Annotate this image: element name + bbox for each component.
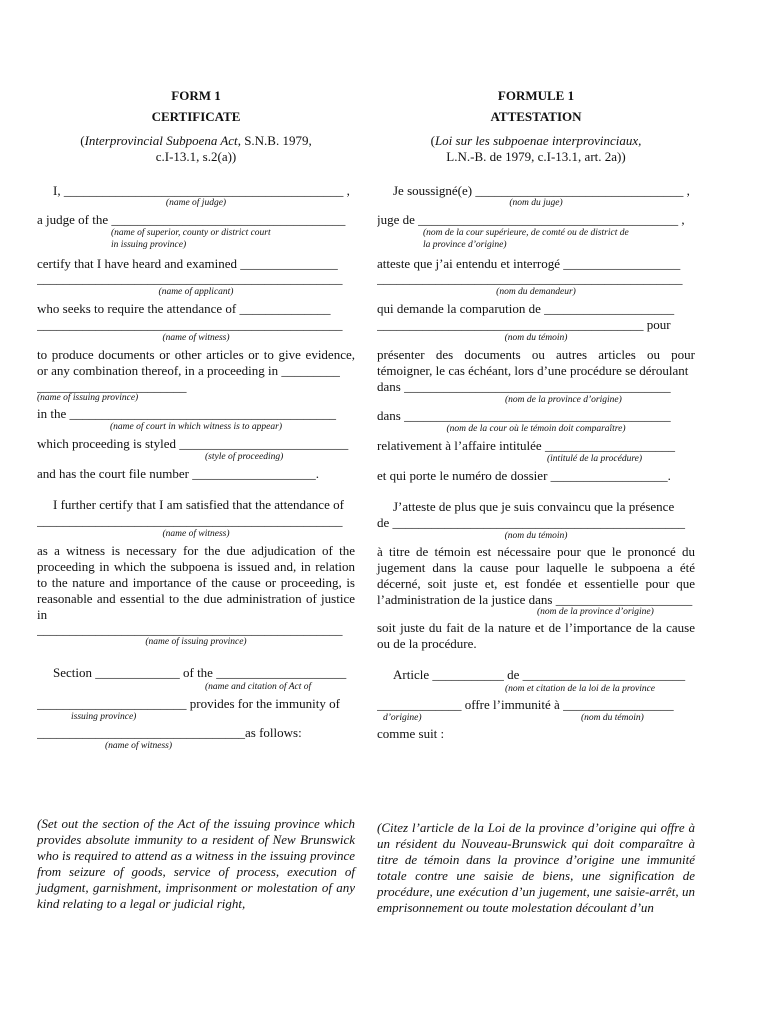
witness-caption-3: (name of witness) bbox=[105, 741, 173, 751]
file-number-line: and has the court file number ___________________. bbox=[37, 466, 319, 481]
temoin-caption-1: (nom du témoin) bbox=[504, 333, 568, 343]
juge-de-line: juge de ________________________________________ , bbox=[377, 212, 685, 227]
styled-line: which proceeding is styled __________________________ bbox=[37, 436, 349, 451]
loi-caption: (nom et citation de la loi de la province bbox=[505, 684, 656, 694]
loi-name: Loi sur les subpoenae interprovinciaux, bbox=[434, 133, 642, 148]
act-citation: (Interprovincial Subpoena Act, S.N.B. 1979, bbox=[80, 133, 312, 148]
provides-line: _______________________ provides for the immunity of bbox=[37, 696, 340, 711]
act-citation-line2: c.I-13.1, s.2(a)) bbox=[155, 149, 237, 164]
applicant-blank: _______________________________________________ bbox=[37, 271, 343, 286]
witness-blank-2: _______________________________________________ bbox=[37, 513, 343, 528]
set-out-instruction: (Set out the section of the Act of the issuing province which provides absolute immunity to a resident of New Brunswick who is required to attend as a witness in the issuing province from seizure of goods, service of process, execution of judgment, garnishment, imprisonment or molestation of any kind relating to a legal or judicial right, bbox=[37, 816, 355, 911]
witness-caption-2: (name of witness) bbox=[162, 529, 230, 539]
cour-temoin-caption: (nom de la cour où le témoin doit comparaître) bbox=[446, 424, 626, 434]
dans-line-1: dans _________________________________________ bbox=[377, 379, 671, 394]
judge-of-line: a judge of the ____________________________________ bbox=[37, 212, 346, 227]
issuing-province-caption-3: issuing province) bbox=[71, 712, 137, 722]
style-caption: (style of proceeding) bbox=[205, 452, 284, 462]
soit-paragraph: soit juste du fait de la nature et de l’importance de la cause ou de la procédure. bbox=[377, 620, 695, 651]
dans-line-2: dans _________________________________________ bbox=[377, 408, 671, 423]
certify-line: certify that I have heard and examined _______________ bbox=[37, 256, 338, 271]
article-line: Article ___________ de _________________________ bbox=[393, 667, 686, 682]
cour-caption-2: la province d’origine) bbox=[423, 240, 507, 250]
witness-blank-1: _______________________________________________ bbox=[37, 317, 343, 332]
court-caption-1: (name of superior, county or district court bbox=[111, 228, 271, 238]
admin-blank: _____________________ bbox=[555, 592, 693, 607]
act-citation-rest: , S.N.B. 1979, bbox=[237, 133, 312, 148]
loi-citation-line2: L.N.-B. de 1979, c.I-13.1, art. 2a)) bbox=[446, 149, 626, 164]
necessary-paragraph: as a witness is necessary for the due adjudication of the proceeding in which the subpoena is issued and, in relation to the nature and importance of the cause or proceeding, is reasonable and essential to the due administration of justice in bbox=[37, 543, 355, 622]
temoin-caption-2: (nom du témoin) bbox=[504, 531, 568, 541]
produce-paragraph: to produce documents or other articles or to give evidence, or any combination thereof, in a proceeding in _________ bbox=[37, 347, 355, 378]
soussigne-line: Je soussigné(e) ________________________________ , bbox=[393, 183, 690, 198]
form-heading: CERTIFICATE bbox=[151, 109, 241, 124]
temoin-caption-3: (nom du témoin) bbox=[581, 713, 644, 723]
attendance-line: who seeks to require the attendance of ______________ bbox=[37, 301, 331, 316]
offre-line: _____________ offre l’immunité à _________________ bbox=[377, 697, 674, 712]
origine-caption: d’origine) bbox=[383, 713, 422, 723]
province-caption-2: (nom de la province d’origine) bbox=[537, 607, 654, 617]
demandeur-caption: (nom du demandeur) bbox=[496, 287, 576, 297]
witness-caption-1: (name of witness) bbox=[162, 333, 230, 343]
section-line: Section _____________ of the ____________________ bbox=[53, 665, 347, 680]
presenter-paragraph: présenter des documents ou autres articles ou pour témoigner, le cas échéant, lors d’une procédure se déroulant bbox=[377, 347, 695, 378]
issuing-province-blank-2: _______________________________________________ bbox=[37, 622, 343, 637]
issuing-province-caption-1: (name of issuing province) bbox=[37, 393, 139, 403]
judge-caption: (name of judge) bbox=[165, 198, 227, 208]
act-name: Interprovincial Subpoena Act bbox=[84, 133, 238, 148]
further-certify-line: I further certify that I am satisfied that the attendance of bbox=[53, 497, 344, 512]
de-temoin-line: de _____________________________________________ bbox=[377, 515, 686, 530]
titre-paragraph bbox=[377, 544, 695, 608]
pour-line: _________________________________________ pour bbox=[377, 317, 671, 332]
loi-citation: (Loi sur les subpoenae interprovinciaux, bbox=[430, 133, 642, 148]
relativement-line: relativement à l’affaire intitulée ____________________ bbox=[377, 438, 675, 453]
formule-number: FORMULE 1 bbox=[497, 88, 575, 103]
comme-suit-line: comme suit : bbox=[377, 726, 445, 741]
dossier-line: et qui porte le numéro de dossier __________________. bbox=[377, 468, 671, 483]
citez-instruction: (Citez l’article de la Loi de la province d’origine qui offre à un résident du Nouveau-Brunswick qui doit comparaître à titre de témoin dans la province d’origine une immunité totale contre une saisie de biens, une signification de procédure, une exécution d’un jugement, une saisie-arrêt, un emprisonnement ou toute molestation découlant d’un bbox=[377, 820, 695, 915]
jatteste-line: J’atteste de plus que je suis convaincu que la présence bbox=[393, 499, 675, 514]
comparution-line: qui demande la comparution de ____________________ bbox=[377, 301, 675, 316]
juge-caption: (nom du juge) bbox=[509, 198, 563, 208]
formule-heading: ATTESTATION bbox=[490, 109, 582, 124]
intitule-caption: (intitulé de la procédure) bbox=[547, 454, 643, 464]
form-number: FORM 1 bbox=[171, 88, 221, 103]
court-caption-2: in issuing province) bbox=[111, 240, 187, 250]
follows-line: ________________________________as follows: bbox=[37, 725, 302, 740]
in-the-line: in the _________________________________________ bbox=[37, 406, 336, 421]
province-caption-1: (nom de la province d’origine) bbox=[505, 395, 622, 405]
atteste-line: atteste que j’ai entendu et interrogé __________________ bbox=[377, 256, 681, 271]
issuing-province-caption-2: (name of issuing province) bbox=[145, 637, 247, 647]
judge-name-line: I, ___________________________________________ , bbox=[53, 183, 350, 198]
demandeur-blank: _______________________________________________ bbox=[377, 271, 683, 286]
court-attend-caption: (name of court in which witness is to appear) bbox=[109, 422, 283, 432]
cour-caption-1: (nom de la cour supérieure, de comté ou de district de bbox=[423, 228, 629, 238]
applicant-caption: (name of applicant) bbox=[158, 287, 234, 297]
act-caption: (name and citation of Act of bbox=[205, 682, 312, 692]
issuing-province-blank-1: _______________________ bbox=[37, 379, 187, 394]
titre-text: à titre de témoin est nécessaire pour que le prononcé du jugement dans la cause pour laquelle le subpoena a été décerné, soit juste et, est fondée et essentielle pour que l’administration de la justice dans bbox=[377, 544, 695, 607]
